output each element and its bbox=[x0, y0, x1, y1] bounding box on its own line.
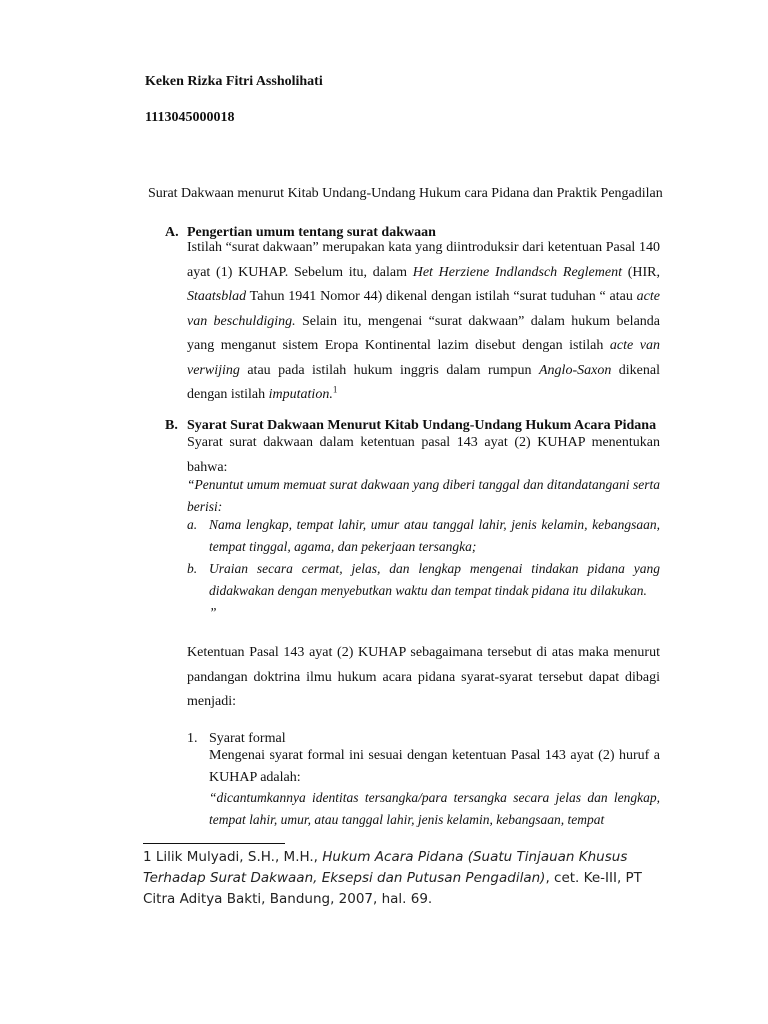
italic-term: imputation. bbox=[268, 387, 333, 402]
footnote-separator bbox=[143, 843, 285, 844]
numbered-item-text: Mengenai syarat formal ini sesuai dengan ketentuan Pasal 143 ayat (2) huruf a KUHAP adalah: bbox=[209, 748, 660, 785]
list-item-marker: a. bbox=[187, 517, 198, 532]
footnote-edition: , cet. Ke-III, bbox=[545, 870, 622, 886]
italic-term: Staatsblad bbox=[187, 289, 247, 304]
numbered-item-quote: “dicantumkannya identitas tersangka/para tersangka secara jelas dan lengkap, tempat lahir, umur, atau tanggal lahir, jenis kelamin, kebangsaan, tempat bbox=[209, 790, 660, 827]
italic-term: acte van beschuldiging. bbox=[187, 289, 660, 329]
section-a-title: Pengertian umum tentang surat dakwaan bbox=[187, 225, 436, 240]
list-item-text: Uraian secara cermat, jelas, dan lengkap mengenai tindakan pidana yang didakwakan dengan menyebutkan waktu dan tempat tindak pidana itu dilakukan. bbox=[209, 561, 660, 598]
italic-term: Anglo-Saxon bbox=[539, 362, 612, 378]
paragraph-run: Istilah “surat dakwaan” merupakan kata yang diintroduksir dari ketentuan Pasal 140 ayat (1) KUHAP. Sebelum itu, dalam bbox=[187, 240, 660, 280]
footnote-author: Lilik Mulyadi, S.H., M.H., bbox=[155, 849, 318, 865]
footnote-reference[interactable]: 1 bbox=[332, 384, 338, 395]
paragraph-run: dikenal dengan istilah bbox=[187, 362, 660, 402]
section-a-marker: A. bbox=[165, 225, 179, 240]
footnote-number: 1 bbox=[143, 849, 152, 865]
footnote bbox=[143, 847, 663, 910]
paragraph-run: Selain itu, mengenai “surat dakwaan” dalam hukum belanda yang menganut sistem Eropa Kontinental lazim disebut dengan istilah bbox=[187, 313, 661, 353]
section-b-marker: B. bbox=[165, 418, 178, 433]
document-title: Surat Dakwaan menurut Kitab Undang-Undang Hukum cara Pidana dan Praktik Pengadilan bbox=[148, 186, 663, 201]
section-b-intro: Syarat surat dakwaan dalam ketentuan pasal 143 ayat (2) KUHAP menentukan bahwa: bbox=[187, 435, 660, 475]
section-b-after-paragraph: Ketentuan Pasal 143 ayat (2) KUHAP sebagaimana tersebut di atas maka menurut pandangan doktrina ilmu hukum acara pidana syarat-syarat tersebut dapat dibagi menjadi: bbox=[187, 645, 660, 709]
italic-term: acte van verwijing bbox=[187, 338, 660, 378]
student-id: 1113045000018 bbox=[145, 110, 235, 125]
numbered-item-marker: 1. bbox=[187, 731, 198, 746]
paragraph-run: (HIR, bbox=[621, 264, 660, 280]
footnote-book-title: Hukum Acara Pidana (Suatu Tinjauan Khusus Terhadap Surat Dakwaan, Eksepsi dan Putusan Pengadilan) bbox=[143, 849, 628, 886]
author-name: Keken Rizka Fitri Assholihati bbox=[145, 74, 323, 89]
paragraph-run: Tahun 1941 Nomor 44) dikenal dengan istilah “surat tuduhan “ atau bbox=[246, 289, 637, 304]
section-b-title: Syarat Surat Dakwaan Menurut Kitab Undang-Undang Hukum Acara Pidana bbox=[187, 418, 657, 433]
italic-term: Het Herziene Indlandsch Reglement bbox=[412, 264, 622, 280]
list-item-text: Nama lengkap, tempat lahir, umur atau tanggal lahir, jenis kelamin, kebangsaan, tempat tinggal, agama, dan pekerjaan tersangka; bbox=[209, 517, 660, 554]
paragraph-run: atau pada istilah hukum inggris dalam rumpun bbox=[239, 362, 539, 378]
list-item-marker: b. bbox=[187, 561, 198, 576]
footnote-publisher: PT Citra Aditya Bakti, Bandung, 2007, hal. 69. bbox=[143, 870, 642, 907]
statute-quote-open: “Penuntut umum memuat surat dakwaan yang diberi tanggal dan ditandatangani serta berisi: bbox=[187, 477, 660, 514]
statute-quote-close: ” bbox=[209, 605, 217, 620]
section-a-paragraph bbox=[187, 236, 660, 408]
numbered-item-label: Syarat formal bbox=[209, 731, 286, 746]
